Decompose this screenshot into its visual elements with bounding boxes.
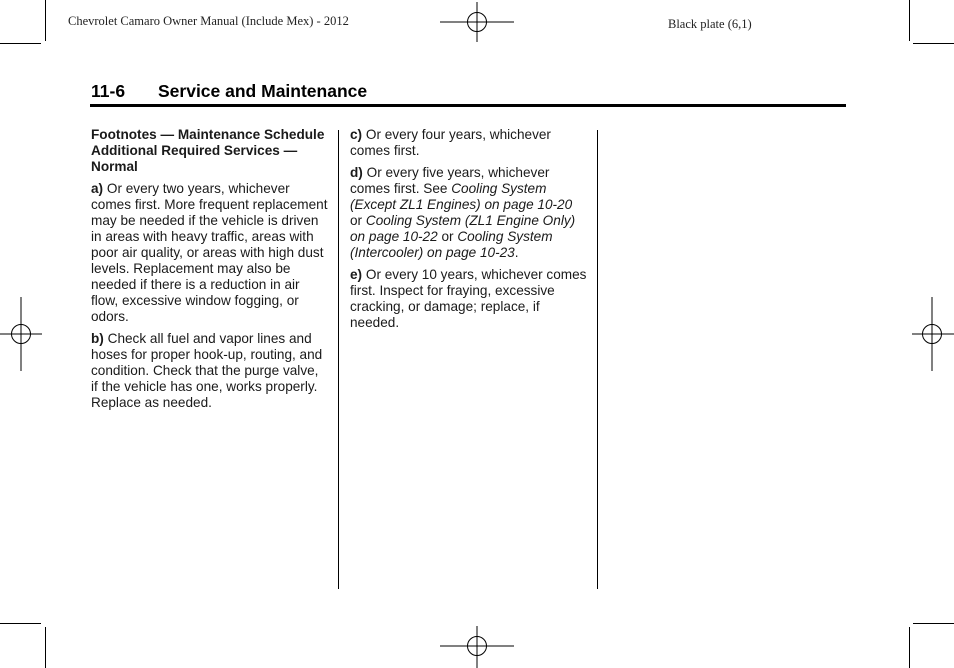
footnote-e — [350, 267, 588, 331]
footnote-text: . — [514, 245, 519, 260]
crop-mark — [913, 623, 954, 624]
footnote-d — [350, 165, 588, 261]
footnote-text: Or every four years, whichever comes first. — [350, 127, 551, 158]
footnote-label: d) — [350, 165, 363, 180]
crop-mark — [45, 627, 46, 668]
footnote-a — [91, 181, 329, 325]
cross-reference-link[interactable]: Cooling System (Except ZL1 Engines) on page 10-20 — [350, 181, 573, 212]
column-divider — [597, 130, 598, 589]
footnote-text: Or every 10 years, whichever comes first. Inspect for fraying, excessive cracking, or damage; replace, if needed. — [350, 267, 587, 330]
footnote-text: Or every five years, whichever comes first. See — [350, 165, 550, 196]
section-title: Service and Maintenance — [158, 81, 368, 101]
crop-mark — [0, 623, 41, 624]
text-column-2 — [350, 127, 588, 337]
footnote-b — [91, 331, 329, 411]
footnote-text: Check all fuel and vapor lines and hoses for proper hook-up, routing, and condition. Check that the purge valve, if the vehicle has one, works properly. Replace as needed. — [91, 331, 323, 410]
registration-mark-icon — [912, 297, 954, 371]
cross-reference-link[interactable]: Cooling System (Intercooler) on page 10-23 — [350, 229, 553, 260]
crop-mark — [45, 0, 46, 41]
crop-mark — [909, 0, 910, 41]
crop-mark — [0, 43, 41, 44]
footnote-text: Or every two years, whichever comes first. More frequent replacement may be needed if the vehicle is driven in areas with heavy traffic, areas with poor air quality, or areas with high dust levels. Replacement may also be needed if there is a reduction in air flow, excessive window fogging, or odors. — [91, 181, 328, 324]
footnotes-heading: Footnotes — Maintenance Schedule Additional Required Services — Normal — [91, 127, 325, 174]
registration-mark-icon — [0, 297, 42, 371]
registration-mark-icon — [440, 626, 514, 668]
print-slug-plate: Black plate (6,1) — [668, 17, 752, 31]
column-divider — [338, 130, 339, 589]
footnote-label: e) — [350, 267, 363, 282]
text-column-1 — [91, 127, 329, 417]
footnote-c — [350, 127, 588, 159]
footnote-text: or — [437, 229, 458, 244]
footnote-text: or — [350, 213, 366, 228]
footnote-label: c) — [350, 127, 363, 142]
section-number: 11-6 — [91, 81, 126, 101]
crop-mark — [913, 43, 954, 44]
footnote-label: a) — [91, 181, 104, 196]
crop-mark — [909, 627, 910, 668]
footnote-label: b) — [91, 331, 104, 346]
cross-reference-link[interactable]: Cooling System (ZL1 Engine Only) on page 10-22 — [350, 213, 576, 244]
section-header — [90, 80, 846, 107]
registration-mark-icon — [440, 2, 514, 42]
print-slug-title: Chevrolet Camaro Owner Manual (Include Mex) - 2012 — [68, 14, 349, 28]
